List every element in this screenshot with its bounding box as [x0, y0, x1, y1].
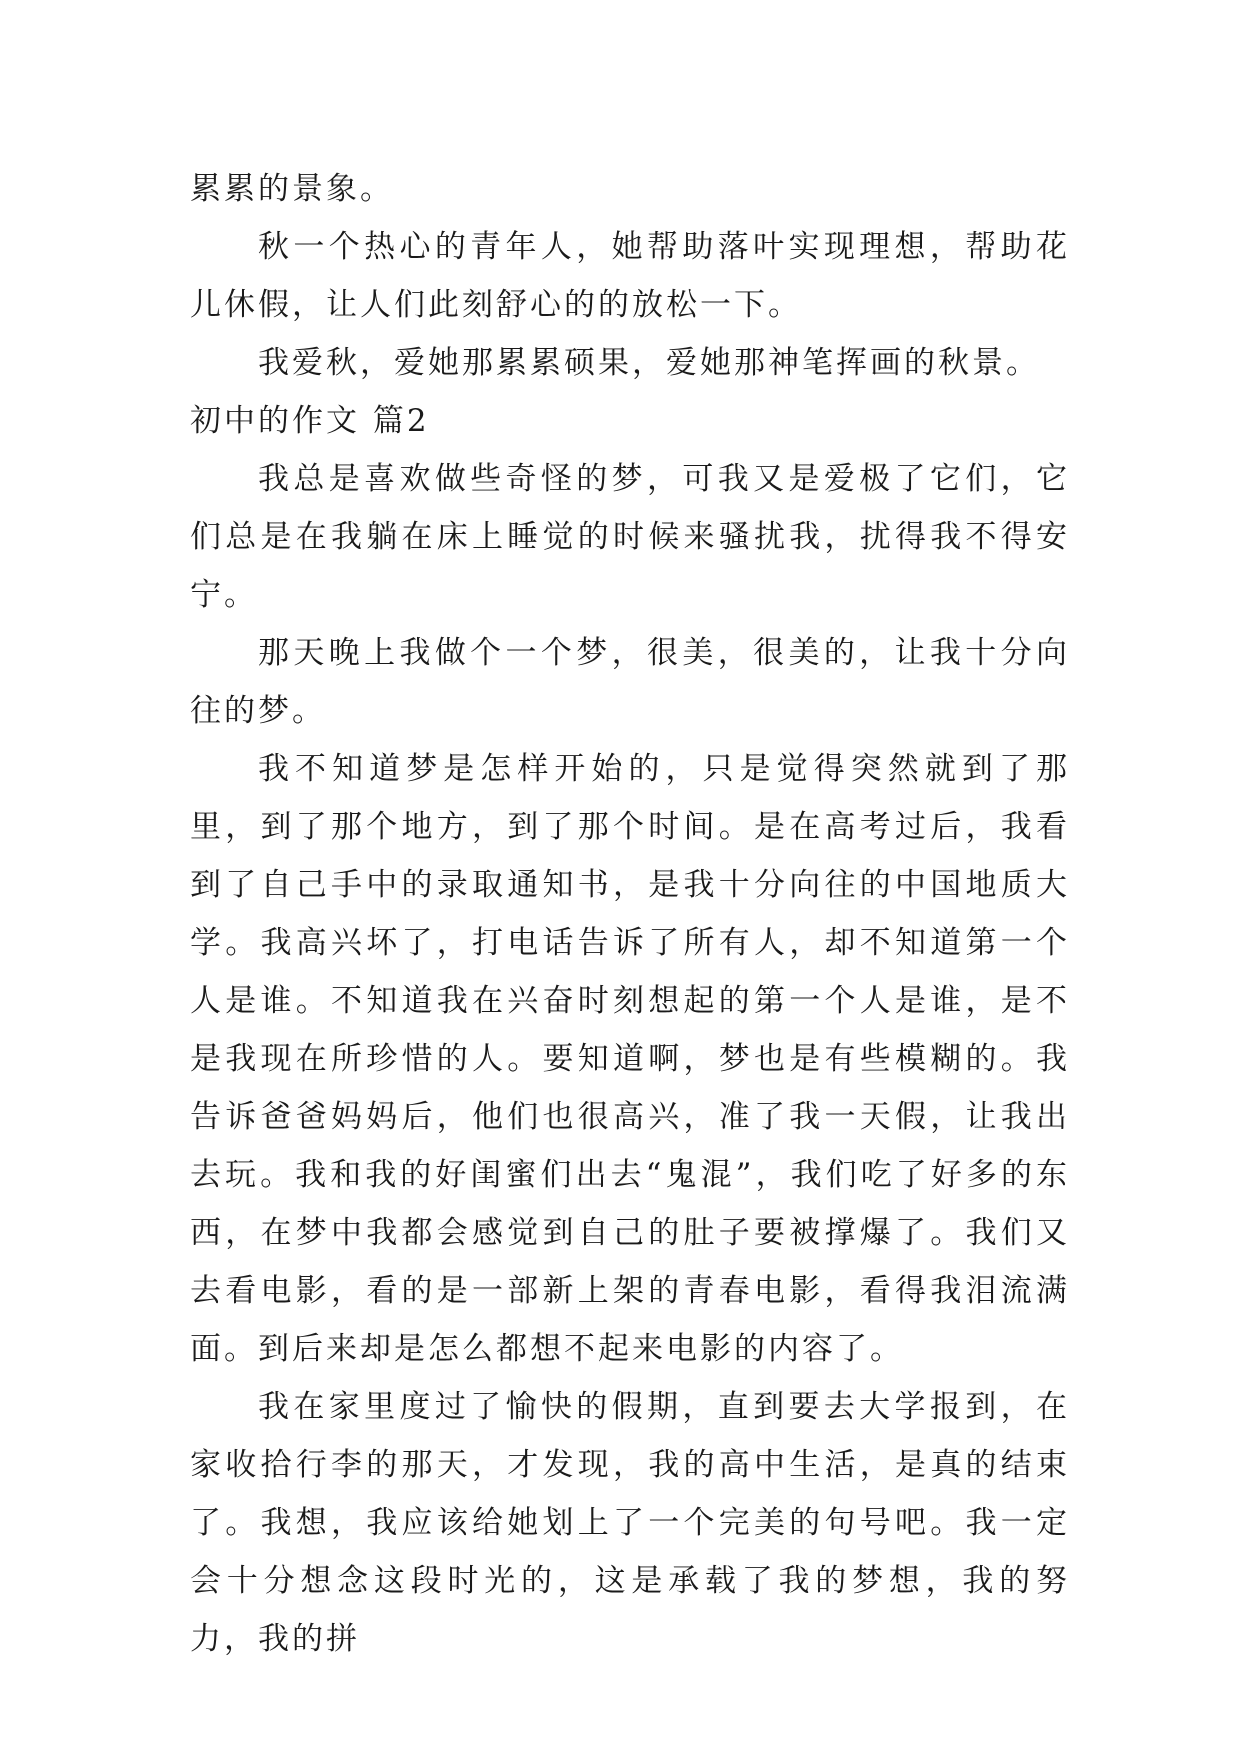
paragraph: 我爱秋，爱她那累累硕果，爱她那神笔挥画的秋景。: [258, 345, 1040, 381]
paragraph: 那天晚上我做个一个梦，很美，很美的，让我十分向往的梦。: [190, 635, 1070, 729]
document-body: [190, 160, 1070, 1668]
paragraph: 我总是喜欢做些奇怪的梦，可我又是爱极了它们，它们总是在我躺在床上睡觉的时候来骚扰我，扰得我不得安宁。: [190, 461, 1070, 613]
paragraph: 累累的景象。: [190, 171, 394, 207]
paragraph: 我不知道梦是怎样开始的，只是觉得突然就到了那里，到了那个地方，到了那个时间。是在高考过后，我看到了自己手中的录取通知书，是我十分向往的中国地质大学。我高兴坏了，打电话告诉了所有人，却不知道第一个人是谁。不知道我在兴奋时刻想起的第一个人是谁，是不是我现在所珍惜的人。要知道啊，梦也是有些模糊的。我告诉爸爸妈妈后，他们也很高兴，准了我一天假，让我出去玩。我和我的好闺蜜们出去“鬼混”，我们吃了好多的东西，在梦中我都会感觉到自己的肚子要被撑爆了。我们又去看电影，看的是一部新上架的青春电影，看得我泪流满面。到后来却是怎么都想不起来电影的内容了。: [190, 751, 1070, 1367]
section-heading: 初中的作文 篇2: [190, 403, 430, 439]
paragraph: 我在家里度过了愉快的假期，直到要去大学报到，在家收拾行李的那天，才发现，我的高中生活，是真的结束了。我想，我应该给她划上了一个完美的句号吧。我一定会十分想念这段时光的，这是承载了我的梦想，我的努力，我的拼: [190, 1389, 1070, 1657]
paragraph: 秋一个热心的青年人，她帮助落叶实现理想，帮助花儿休假，让人们此刻舒心的的放松一下。: [190, 229, 1070, 323]
